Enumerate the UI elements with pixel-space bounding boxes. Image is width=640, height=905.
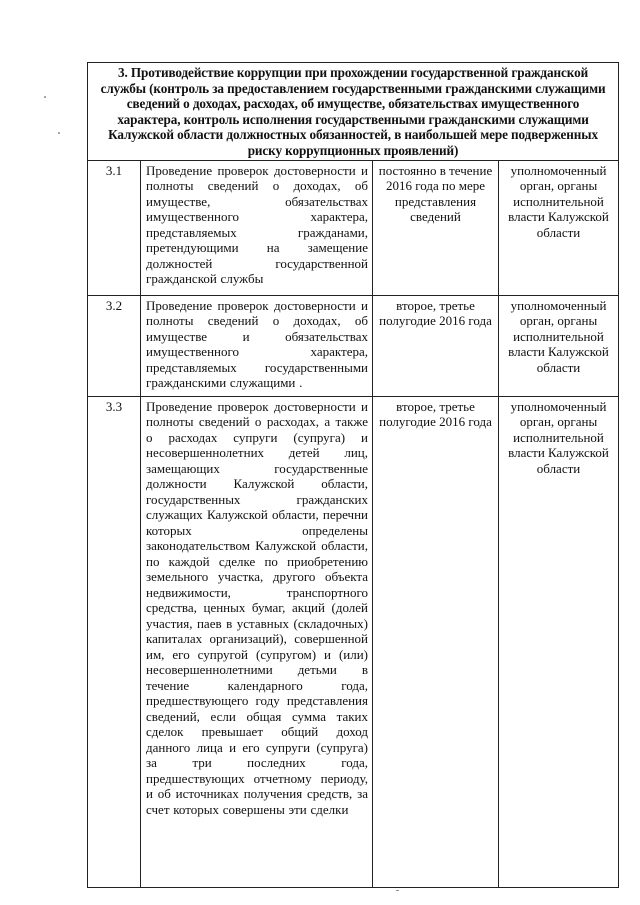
item-term: второе, третье полугодие 2016 года [373, 295, 499, 396]
section-title: 3. Противодействие коррупции при прохождении государственной гражданской службы (контроль за предоставлением государственными гражданскими служащими сведений о доходах, расходах, об имуществе, обязательствах имущественного характера, контроль исполнения государственными гражданскими служащими Калужской области должностных обязанностей, в наибольшей мере подверженных риску коррупционных проявлений) [88, 63, 619, 161]
table-row [88, 295, 619, 396]
item-term: второе, третье полугодие 2016 года [373, 396, 499, 887]
table-row [88, 396, 619, 887]
table-row [88, 160, 619, 295]
item-description: Проведение проверок достоверности и полноты сведений о доходах, об имуществе, обязательствах имущественного характера, представляемых гражданами, претендующими на замещение должностей государственной гражданской службы [141, 160, 373, 295]
item-description: Проведение проверок достоверности и полноты сведений о доходах, об имуществе и обязательствах имущественного характера, представляемых государственными гражданскими служащими . [141, 295, 373, 396]
item-description: Проведение проверок достоверности и полноты сведений о расходах, а также о расходах супруги (супруга) и несовершеннолетних детей лиц, замещающих государственные должности Калужской области, государственных гражданских служащих Калужской области, перечни которых определены законодательством Калужской области, по каждой сделке по приобретению земельного участка, другого объекта недвижимости, транспортного средства, ценных бумаг, акций (долей участия, паев в уставных (складочных) капиталах организаций), совершенной им, его супругой (супругом) и (или) несовершеннолетними детьми в течение календарного года, предшествующего году представления сведений, если общая сумма таких сделок превышает общий доход данного лица и его супруги (супруга) за три последних года, предшествующих отчетному периоду, и об источниках получения средств, за счет которых совершены эти сделки [141, 396, 373, 887]
item-executor: уполномоченный орган, органы исполнительной власти Калужской области [499, 295, 619, 396]
scan-speck [44, 96, 46, 98]
item-term: постоянно в течение 2016 года по мере представления сведений [373, 160, 499, 295]
section-header-row [88, 63, 619, 161]
scan-speck [58, 132, 60, 134]
measures-table [87, 62, 619, 888]
item-executor: уполномоченный орган, органы исполнительной власти Калужской области [499, 396, 619, 887]
item-number: 3.1 [88, 160, 141, 295]
scan-speck [396, 890, 399, 891]
item-number: 3.2 [88, 295, 141, 396]
item-number: 3.3 [88, 396, 141, 887]
item-executor: уполномоченный орган, органы исполнительной власти Калужской области [499, 160, 619, 295]
